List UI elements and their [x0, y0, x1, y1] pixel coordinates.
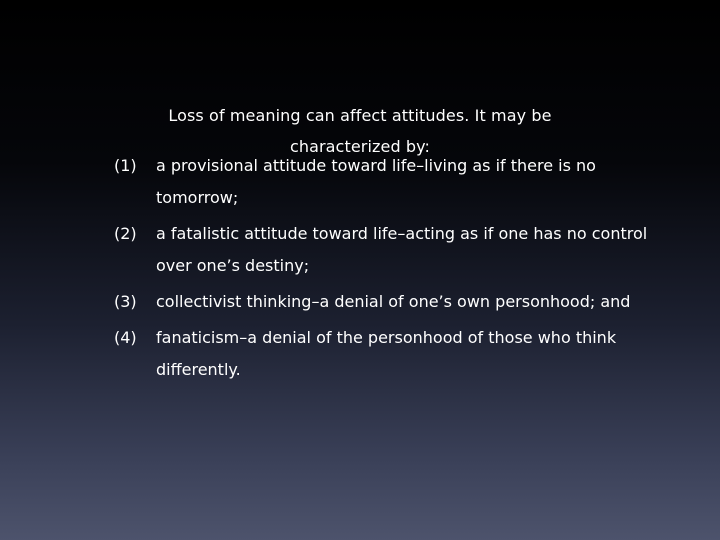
list-item-marker: (4) — [114, 328, 137, 347]
numbered-list — [114, 150, 674, 390]
intro-text: Loss of meaning can affect attitudes. It may be characterized by: — [168, 106, 552, 156]
list-item — [114, 322, 674, 386]
list-item-text: a fatalistic attitude toward life–acting as if one has no control over one’s destiny; — [156, 224, 648, 275]
list-item-marker: (3) — [114, 292, 137, 311]
list-item-marker: (2) — [114, 224, 137, 243]
list-item — [114, 218, 674, 282]
list-item — [114, 150, 674, 214]
list-item — [114, 286, 674, 318]
list-item-marker: (1) — [114, 156, 137, 175]
list-item-text: fanaticism–a denial of the personhood of those who think differently. — [156, 328, 617, 379]
list-item-text: a provisional attitude toward life–living as if there is no tomorrow; — [156, 156, 596, 207]
list-item-text: collectivist thinking–a denial of one’s own personhood; and — [156, 292, 631, 311]
